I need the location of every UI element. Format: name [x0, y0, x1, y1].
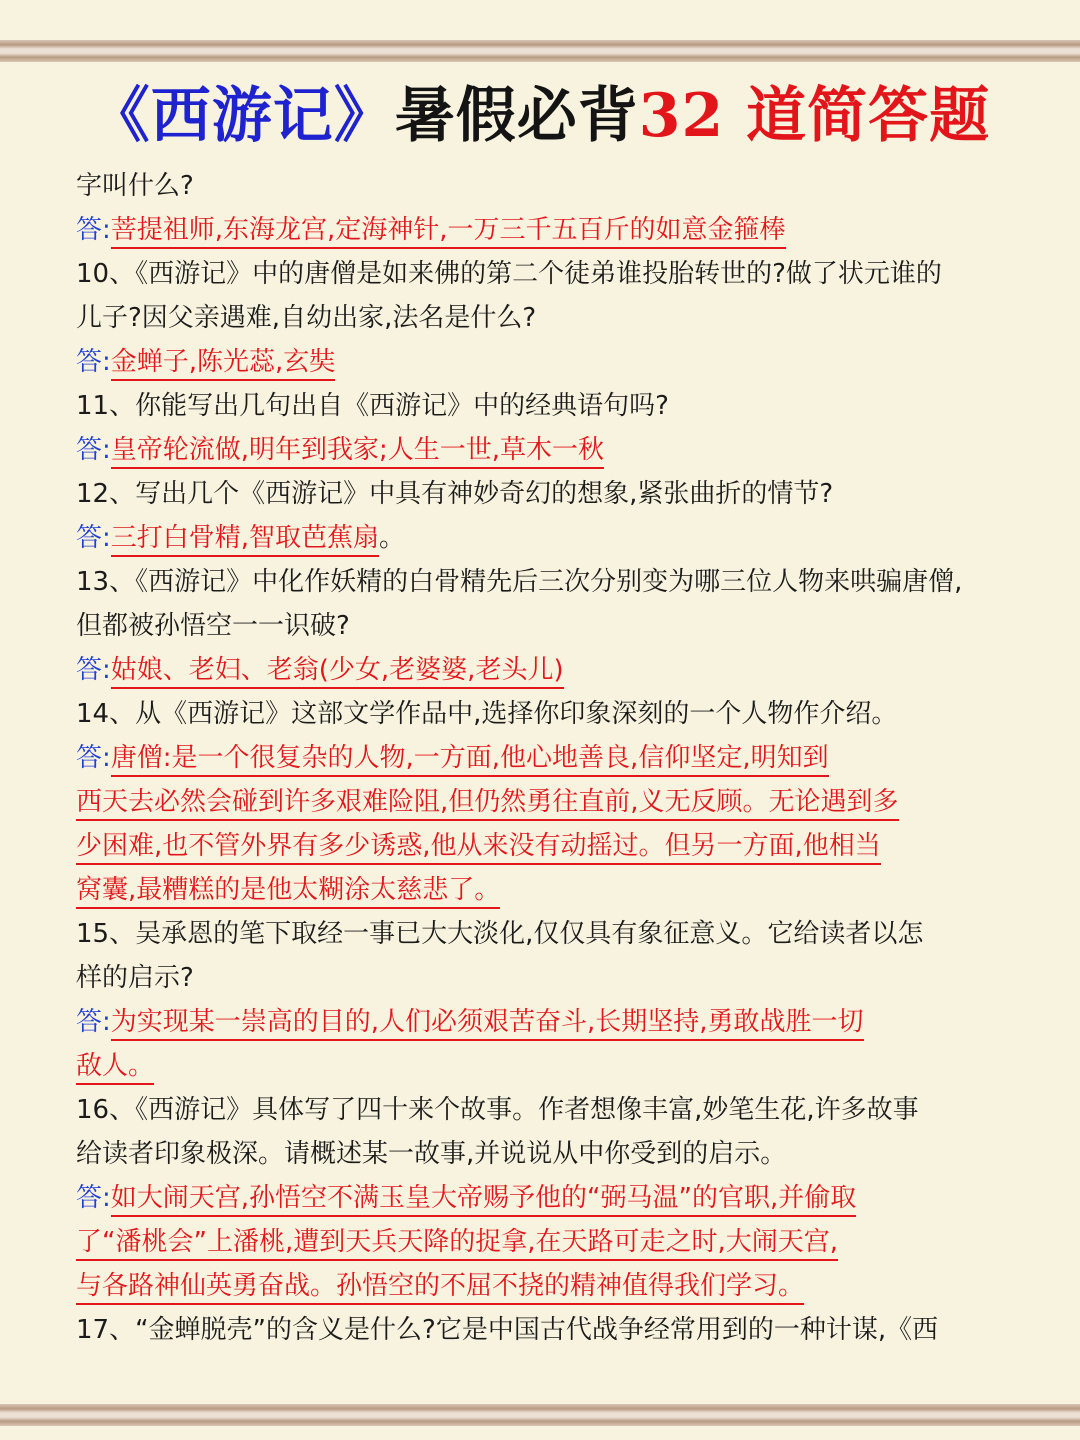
answer-text: 唐僧:是一个很复杂的人物,一方面,他心地善良,信仰坚定,明知到	[111, 743, 829, 777]
answer-continuation-line	[76, 1220, 1006, 1264]
answer-continuation-line	[76, 1264, 1006, 1308]
answer-continuation-line	[76, 780, 1006, 824]
question-line: 字叫什么?	[76, 171, 194, 201]
answer-line	[76, 516, 1006, 560]
answer-line	[76, 1000, 1006, 1044]
answer-label: 答:	[76, 347, 111, 377]
qa-content	[76, 164, 1006, 1352]
answer-text: 窝囊,最糟糕的是他太糊涂太慈悲了。	[76, 875, 500, 909]
answer-continuation-line	[76, 868, 1006, 912]
question-line: 15、吴承恩的笔下取经一事已大大淡化,仅仅具有象征意义。它给读者以怎	[76, 919, 924, 949]
question-line: 16、《西游记》具体写了四十来个故事。作者想像丰富,妙笔生花,许多故事	[76, 1095, 919, 1125]
answer-text: 皇帝轮流做,明年到我家;人生一世,草木一秋	[111, 435, 604, 469]
question-line: 儿子?因父亲遇难,自幼出家,法名是什么?	[76, 303, 537, 333]
answer-label: 答:	[76, 523, 111, 553]
answer-text: 少困难,也不管外界有多少诱惑,他从来没有动摇过。但另一方面,他相当	[76, 831, 881, 865]
answer-line	[76, 208, 1006, 252]
answer-text: 与各路神仙英勇奋战。孙悟空的不屈不挠的精神值得我们学习。	[76, 1271, 804, 1305]
answer-text: 金蝉子,陈光蕊,玄奘	[111, 347, 336, 381]
question-line: 样的启示?	[76, 963, 194, 993]
answer-line	[76, 340, 1006, 384]
answer-continuation-line	[76, 824, 1006, 868]
answer-text: 了“潘桃会”上潘桃,遭到天兵天降的捉拿,在天路可走之时,大闹天宫,	[76, 1227, 838, 1261]
answer-label: 答:	[76, 655, 111, 685]
answer-text: 姑娘、老妇、老翁(少女,老婆婆,老头儿)	[111, 655, 564, 689]
question-line: 17、“金蝉脱壳”的含义是什么?它是中国古代战争经常用到的一种计谋,《西	[76, 1315, 939, 1345]
answer-line	[76, 648, 1006, 692]
answer-text: 敌人。	[76, 1051, 154, 1085]
answer-text: 为实现某一崇高的目的,人们必须艰苦奋斗,长期坚持,勇敢战胜一切	[111, 1007, 864, 1041]
question-line: 给读者印象极深。请概述某一故事,并说说从中你受到的启示。	[76, 1139, 787, 1169]
answer-text: 菩提祖师,东海龙宫,定海神针,一万三千五百斤的如意金箍棒	[111, 215, 786, 249]
answer-text: 西天去必然会碰到许多艰难险阻,但仍然勇往直前,义无反顾。无论遇到多	[76, 787, 899, 821]
question-line: 但都被孙悟空一一识破?	[76, 611, 350, 641]
title-count: 32 道简答题	[638, 81, 991, 151]
answer-label: 答:	[76, 215, 111, 245]
answer-label: 答:	[76, 1007, 111, 1037]
question-line: 14、从《西游记》这部文学作品中,选择你印象深刻的一个人物作介绍。	[76, 699, 898, 729]
answer-line	[76, 1176, 1006, 1220]
answer-label: 答:	[76, 435, 111, 465]
answer-text: 如大闹天宫,孙悟空不满玉皇大帝赐予他的“弼马温”的官职,并偷取	[111, 1183, 856, 1217]
answer-continuation-line	[76, 1044, 1006, 1088]
answer-tail: 。	[379, 523, 406, 553]
answer-label: 答:	[76, 1183, 111, 1213]
page-title	[0, 78, 1080, 154]
answer-line	[76, 428, 1006, 472]
title-book-name: 《西游记》	[89, 81, 395, 151]
title-middle: 暑假必背	[394, 81, 639, 151]
top-decorative-bar	[0, 40, 1080, 62]
question-line: 12、写出几个《西游记》中具有神妙奇幻的想象,紧张曲折的情节?	[76, 479, 834, 509]
question-line: 13、《西游记》中化作妖精的白骨精先后三次分别变为哪三位人物来哄骗唐僧,	[76, 567, 963, 597]
bottom-decorative-bar	[0, 1404, 1080, 1426]
answer-line	[76, 736, 1006, 780]
question-line: 10、《西游记》中的唐僧是如来佛的第二个徒弟谁投胎转世的?做了状元谁的	[76, 259, 942, 289]
answer-label: 答:	[76, 743, 111, 773]
question-line: 11、你能写出几句出自《西游记》中的经典语句吗?	[76, 391, 669, 421]
answer-text: 三打白骨精,智取芭蕉扇	[111, 523, 379, 557]
